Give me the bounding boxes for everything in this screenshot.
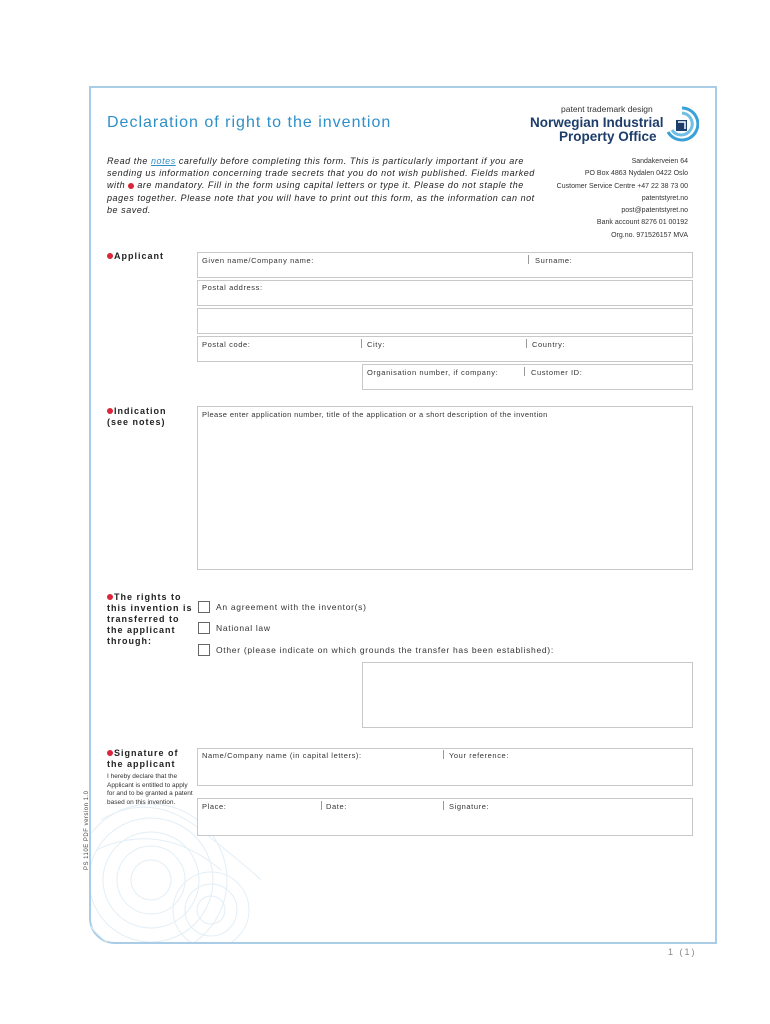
notes-link[interactable]: notes (150, 156, 176, 166)
applicant-heading: Applicant (107, 251, 164, 262)
postal-address-field-2[interactable] (197, 308, 693, 334)
postal-code-city-country-field[interactable] (197, 336, 693, 362)
signature-heading: Signature of the applicant (107, 748, 179, 769)
agreement-checkbox[interactable] (198, 601, 210, 613)
rights-heading: The rights to this invention is transferred to the applicant through: (107, 592, 193, 646)
logo (528, 104, 700, 146)
contact-info: Sandakerveien 64 PO Box 4863 Nydalen 0422 Oslo Customer Service Centre +47 22 38 73 00 patentstyret.no post@patentstyret.no Bank account 8276 01 00192 Org.no. 971526157 MVA (556, 158, 688, 239)
mandatory-dot-icon (107, 594, 113, 600)
city-label: City: (367, 340, 385, 349)
place-label: Place: (202, 802, 227, 811)
other-checkbox[interactable] (198, 644, 210, 656)
country-label: Country: (532, 340, 566, 349)
customer-id-label: Customer ID: (531, 368, 583, 377)
other-grounds-field[interactable] (362, 662, 693, 728)
given-name-label: Given name/Company name: (202, 256, 314, 265)
postal-code-label: Postal code: (202, 340, 251, 349)
date-label: Date: (326, 802, 347, 811)
other-option-label: Other (please indicate on which grounds the transfer has been established): (216, 645, 554, 655)
postal-address-label: Postal address: (202, 283, 263, 292)
logo-tagline: patent trademark design (561, 104, 653, 114)
agreement-option-label: An agreement with the inventor(s) (216, 602, 367, 612)
national-law-checkbox[interactable] (198, 622, 210, 634)
name-capital-label: Name/Company name (in capital letters): (202, 751, 362, 760)
mandatory-dot-icon (107, 408, 113, 414)
signature-declaration: I hereby declare that the Applicant is entitled to apply for and to be granted a patent based on this invention. (107, 773, 193, 806)
surname-label: Surname: (535, 256, 573, 265)
place-date-signature-field[interactable] (197, 798, 693, 836)
mandatory-dot-icon (107, 750, 113, 756)
form-version: PS 110E PDF version 1.0 (84, 790, 90, 870)
intro-text: Read the notes carefully before completing this form. This is particularly important if you are sending us information concerning trade secrets that you do not wish published. Fields marked with are mandatory. Fill in the form using capital letters or type it. Please do not staple the pages together. Please note that you will have to print out this form, as the information can not be saved. (107, 156, 535, 215)
indication-heading: Indication (see notes) (107, 406, 167, 427)
logo-mark-icon (665, 106, 699, 142)
page-number: 1 (1) (668, 947, 697, 957)
indication-placeholder: Please enter application number, title of the application or a short description of the invention (202, 410, 548, 419)
org-number-label: Organisation number, if company: (367, 368, 499, 377)
mandatory-dot-icon (107, 253, 113, 259)
your-reference-label: Your reference: (449, 751, 510, 760)
page-title: Declaration of right to the invention (107, 114, 392, 131)
national-law-option-label: National law (216, 623, 271, 633)
indication-field[interactable] (197, 406, 693, 570)
logo-name-line1: Norwegian Industrial (530, 115, 664, 130)
logo-name-line2: Property Office (559, 129, 657, 144)
signature-label: Signature: (449, 802, 490, 811)
postal-address-field[interactable] (197, 280, 693, 306)
